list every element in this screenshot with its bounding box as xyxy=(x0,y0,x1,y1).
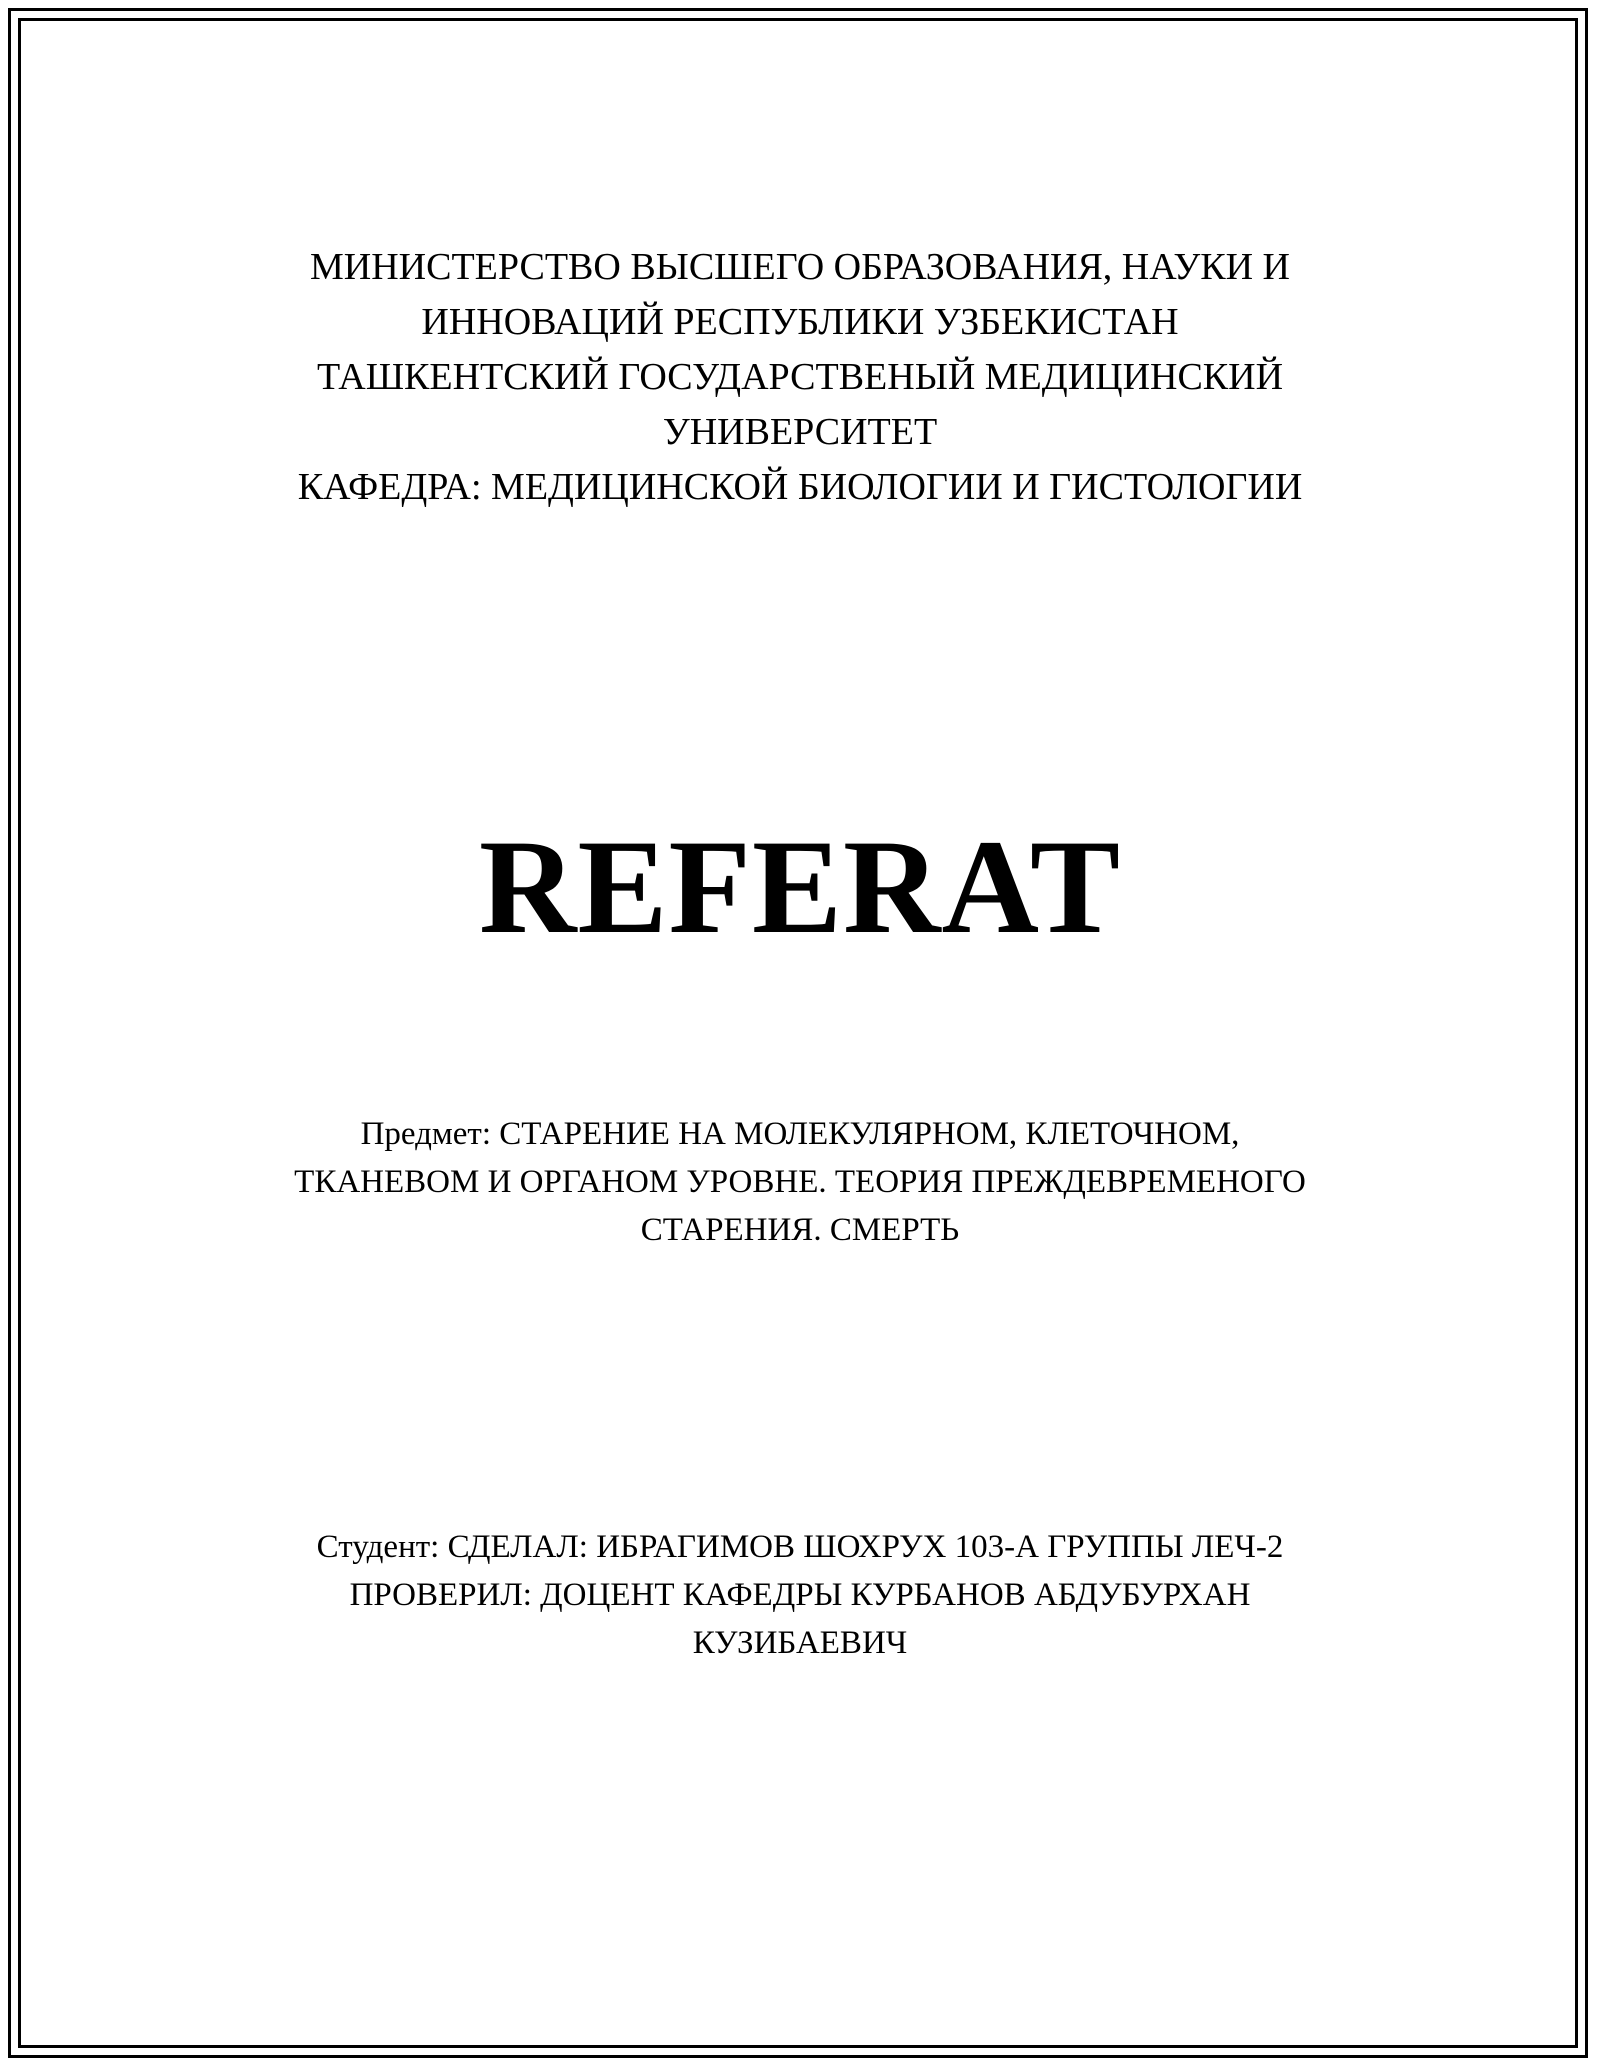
subject-line-3: СТАРЕНИЯ. СМЕРТЬ xyxy=(640,1212,960,1248)
header-line-republic: ИННОВАЦИЙ РЕСПУБЛИКИ УЗБЕКИСТАН xyxy=(421,301,1179,343)
header-line-university: ТАШКЕНТСКИЙ ГОСУДАРСТВЕНЫЙ МЕДИЦИНСКИЙ xyxy=(316,356,1284,398)
reviewer-line: ПРОВЕРИЛ: ДОЦЕНТ КАФЕДРЫ КУРБАНОВ АБДУБУРХАН xyxy=(349,1577,1251,1613)
header-line-department: КАФЕДРА: МЕДИЦИНСКОЙ БИОЛОГИИ И ГИСТОЛОГИИ xyxy=(297,466,1303,508)
subject-block xyxy=(0,1110,1600,1254)
header-line-ministry: МИНИСТЕРСТВО ВЫСШЕГО ОБРАЗОВАНИЯ, НАУКИ И xyxy=(310,246,1290,288)
student-line: Студент: СДЕЛАЛ: ИБРАГИМОВ ШОХРУХ 103-А ГРУППЫ ЛЕЧ-2 xyxy=(316,1529,1284,1565)
header-line-university-cont: УНИВЕРСИТЕТ xyxy=(662,411,938,453)
reviewer-line-cont: КУЗИБАЕВИЧ xyxy=(692,1625,908,1661)
subject-line-1: Предмет: СТАРЕНИЕ НА МОЛЕКУЛЯРНОМ, КЛЕТОЧНОМ, xyxy=(360,1116,1240,1152)
author-reviewer-block xyxy=(0,1523,1600,1667)
document-title: REFERAT xyxy=(478,813,1122,962)
institution-header xyxy=(0,240,1600,515)
subject-line-2: ТКАНЕВОМ И ОРГАНОМ УРОВНЕ. ТЕОРИЯ ПРЕЖДЕВРЕМЕНОГО xyxy=(294,1164,1306,1200)
